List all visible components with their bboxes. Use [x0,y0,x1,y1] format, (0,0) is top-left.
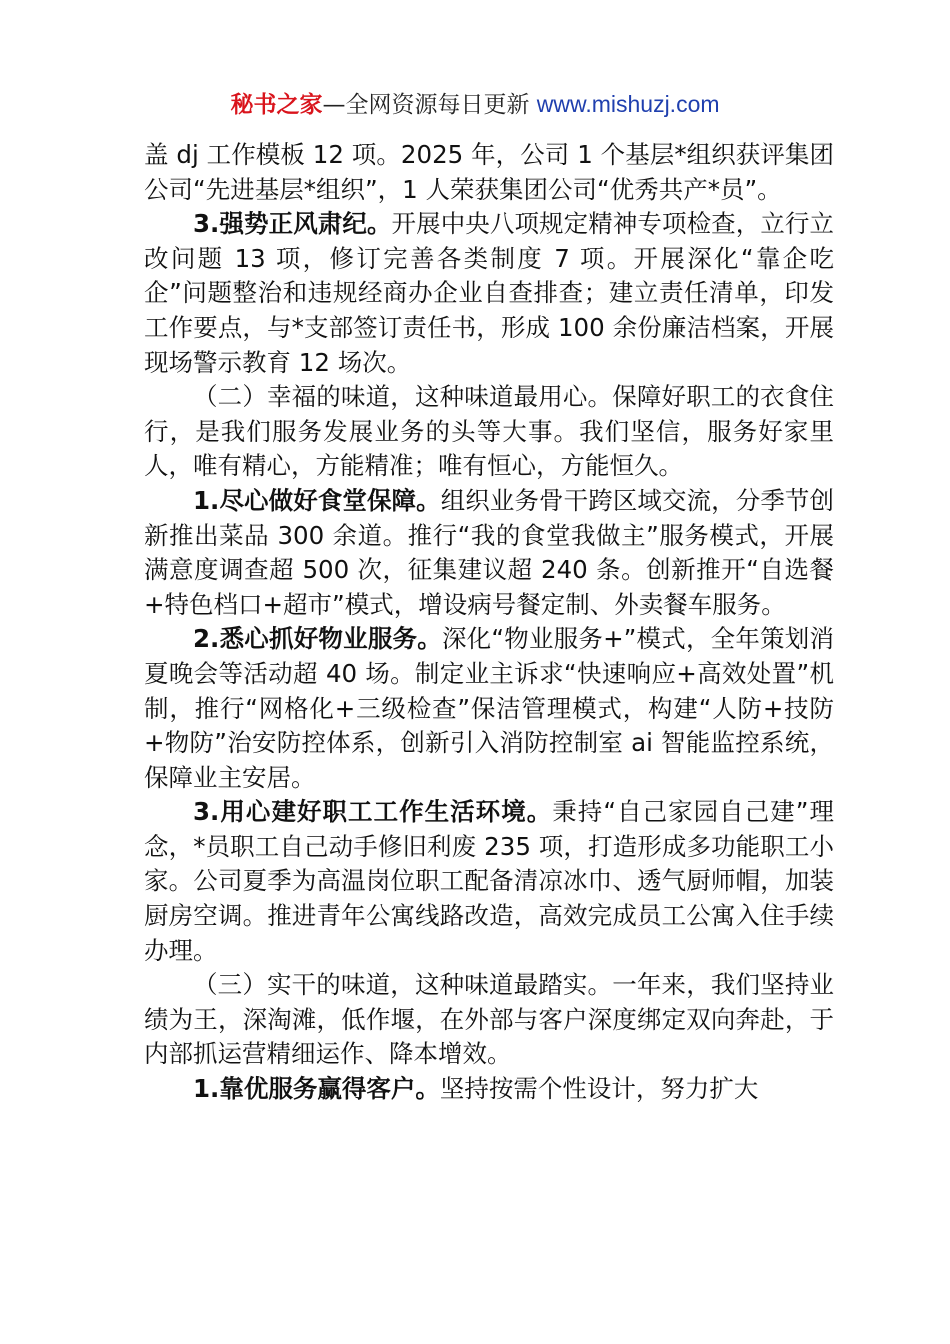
paragraph [144,795,834,968]
paragraph-lead: 1.尽心做好食堂保障。 [193,485,441,515]
header-slogan: 全网资源每日更新 [345,92,537,118]
paragraph-text: 深化“物业服务+”模式，全年策划消夏晚会等活动超 40 场。制定业主诉求“快速响应+高效处置”机制，推行“网格化+三级检查”保洁管理模式，构建“人防+技防+物防”治安防控体系，创新引入消防控制室 ai 智能监控系统，保障业主安居。 [144,624,834,792]
site-brand: 秘书之家 [230,92,323,118]
document-body [144,138,834,1107]
paragraph [144,380,834,484]
paragraph [144,138,834,207]
paragraph-text: 组织业务骨干跨区域交流，分季节创新推出菜品 300 余道。推行“我的食堂我做主”服务模式，开展满意度调查超 500 次，征集建议超 240 条。创新推开“自选餐+特色档口+超市”模式，增设病号餐定制、外卖餐车服务。 [144,485,835,619]
paragraph [144,968,834,1072]
paragraph [144,484,834,622]
paragraph-lead: 2.悉心抓好物业服务。 [193,624,442,654]
paragraph [144,622,834,795]
paragraph-text: 秉持“自己家园自己建”理念，*员职工自己动手修旧利废 235 项，打造形成多功能职工小家。公司夏季为高温岗位职工配备清凉冰巾、透气厨师帽，加装厨房空调。推进青年公寓线路改造，高效完成员工公寓入住手续办理。 [144,797,834,965]
paragraph-lead: 1.靠优服务赢得客户。 [193,1074,440,1104]
site-url-link[interactable]: www.mishuzj.com [536,91,720,117]
site-header [0,88,950,121]
paragraph-text: 开展中央八项规定精神专项检查，立行立改问题 13 项，修订完善各类制度 7 项。开展深化“靠企吃企”问题整治和违规经商办企业自查排查；建立责任清单，印发工作要点，与*支部签订责任书，形成 100 余份廉洁档案，开展现场警示教育 12 场次。 [144,209,835,377]
paragraph-text: （三）实干的味道，这种味道最踏实。一年来，我们坚持业绩为王，深淘滩，低作堰，在外部与客户深度绑定双向奔赴，于内部抓运营精细运作、降本增效。 [144,970,834,1069]
paragraph [144,207,834,380]
paragraph-text: 盖 dj 工作模板 12 项。2025 年，公司 1 个基层*组织获评集团公司“先进基层*组织”，1 人荣获集团公司“优秀共产*员”。 [144,140,834,204]
paragraph-text: 坚持按需个性设计，努力扩大 [439,1074,759,1104]
paragraph-text: （二）幸福的味道，这种味道最用心。保障好职工的衣食住行，是我们服务发展业务的头等大事。我们坚信，服务好家里人，唯有精心，方能精准；唯有恒心，方能恒久。 [144,382,834,481]
header-dash: — [322,92,346,118]
paragraph [144,1072,834,1107]
paragraph-lead: 3.强势正风肃纪。 [193,209,392,239]
paragraph-lead: 3.用心建好职工工作生活环境。 [193,797,553,827]
